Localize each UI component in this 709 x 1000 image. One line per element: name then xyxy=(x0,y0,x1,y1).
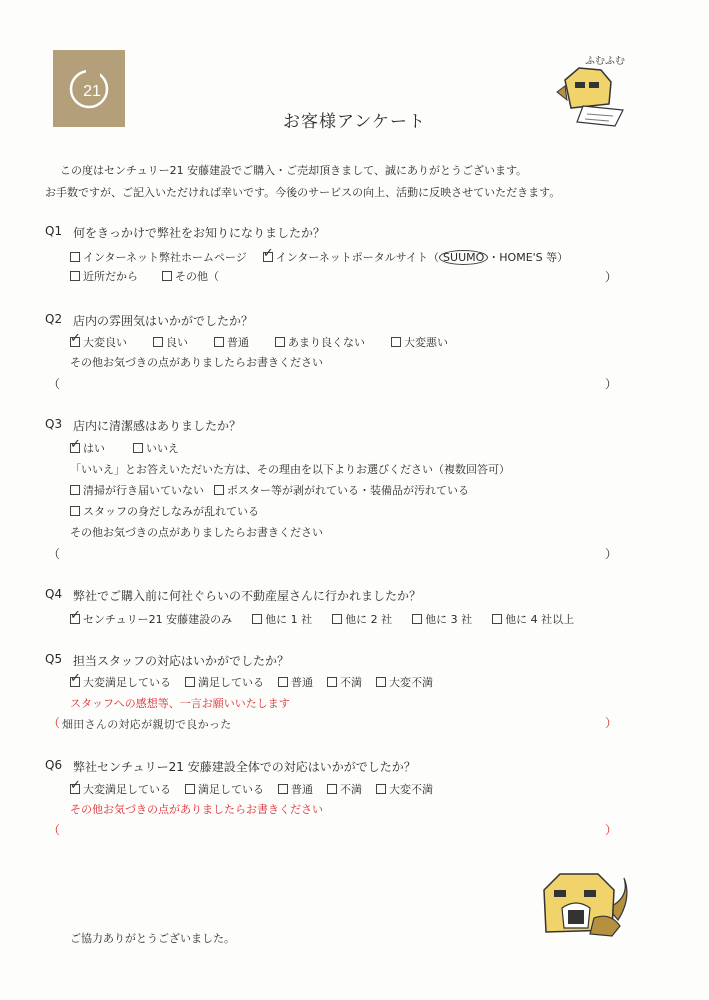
checkbox-checked-icon[interactable] xyxy=(70,337,80,347)
q6-paren-open: （ xyxy=(48,823,61,837)
survey-title: お客様アンケート xyxy=(283,112,426,132)
q5-option-unsatisfied[interactable]: 不満 xyxy=(327,674,362,690)
q6-label: Q6 xyxy=(45,758,63,772)
q5-label: Q5 xyxy=(45,652,63,666)
q6-options xyxy=(70,781,449,797)
q4-options xyxy=(70,611,574,627)
checkbox-checked-icon[interactable] xyxy=(70,677,80,687)
q3-reason-posters[interactable]: ポスター等が剥がれている・装備品が汚れている xyxy=(214,482,469,498)
logo-text: 21 xyxy=(83,82,101,100)
checkbox-icon[interactable] xyxy=(327,784,337,794)
q1-paren-close: ） xyxy=(605,270,618,284)
q6-paren-close: ） xyxy=(605,823,618,837)
checkbox-icon[interactable] xyxy=(185,784,195,794)
checkbox-icon[interactable] xyxy=(327,677,337,687)
closing-message: ご協力ありがとうございました。 xyxy=(70,932,235,945)
checkbox-icon[interactable] xyxy=(278,677,288,687)
suumo-circled: SUUMO xyxy=(439,250,488,265)
checkbox-icon[interactable] xyxy=(70,506,80,516)
q1-option-other[interactable]: その他（ xyxy=(162,268,219,284)
century21-logo-icon xyxy=(66,66,112,112)
checkbox-icon[interactable] xyxy=(376,677,386,687)
checkbox-checked-icon[interactable] xyxy=(70,784,80,794)
q3-question: 店内に清潔感はありましたか？ xyxy=(73,419,242,433)
checkbox-icon[interactable] xyxy=(185,677,195,687)
q5-option-normal[interactable]: 普通 xyxy=(278,674,313,690)
sticker-text: ふむふむ xyxy=(585,56,625,67)
q2-option-good[interactable]: 良い xyxy=(153,334,188,350)
q1-option-nearby[interactable]: 近所だから xyxy=(70,268,138,284)
q2-option-not-good[interactable]: あまり良くない xyxy=(275,334,365,350)
q3-paren-close: ） xyxy=(605,547,618,561)
q4-option-2[interactable]: 他に 2 社 xyxy=(332,611,392,627)
q5-options xyxy=(70,674,449,690)
q3-option-no[interactable]: いいえ xyxy=(133,440,179,456)
q6-note: その他お気づきの点がありましたらお書きください xyxy=(70,803,323,816)
q4-option-only-c21[interactable]: ✓センチュリー21 安藤建設のみ xyxy=(70,611,232,627)
q2-note: その他お気づきの点がありましたらお書きください xyxy=(70,356,323,369)
q3-sub-question: 「いいえ」とお答えいただいた方は、その理由を以下よりお選びください（複数回答可） xyxy=(70,463,510,476)
q2-option-normal[interactable]: 普通 xyxy=(214,334,249,350)
intro-line-2: お手数ですが、ご記入いただければ幸いです。今後のサービスの向上、活動に反映させていただきます。 xyxy=(45,186,561,199)
q2-paren-close: ） xyxy=(605,377,618,391)
q5-option-very-unsatisfied[interactable]: 大変不満 xyxy=(376,674,433,690)
checkbox-icon[interactable] xyxy=(214,337,224,347)
q6-option-very-satisfied[interactable]: ✓大変満足している xyxy=(70,781,171,797)
intro-line-1: この度はセンチュリー21 安藤建設でご購入・ご売却頂きまして、誠にありがとうございます。 xyxy=(60,164,528,177)
q5-question: 担当スタッフの対応はいかがでしたか？ xyxy=(73,654,290,668)
q5-note: スタッフへの感想等、一言お願いいたします xyxy=(70,697,290,710)
q6-option-very-unsatisfied[interactable]: 大変不満 xyxy=(376,781,433,797)
q2-question: 店内の雰囲気はいかがでしたか？ xyxy=(73,314,254,328)
q2-options xyxy=(70,334,464,350)
mascot-sitting xyxy=(538,868,633,944)
q3-label: Q3 xyxy=(45,417,63,431)
q4-label: Q4 xyxy=(45,587,63,601)
q1-question: 何をきっかけで弊社をお知りになりましたか？ xyxy=(73,226,326,240)
q6-option-normal[interactable]: 普通 xyxy=(278,781,313,797)
q3-paren-open: （ xyxy=(48,547,61,561)
q5-option-satisfied[interactable]: 満足している xyxy=(185,674,264,690)
q3-reasons-row-1 xyxy=(70,482,485,498)
q4-option-4-plus[interactable]: 他に 4 社以上 xyxy=(492,611,574,627)
checkbox-icon[interactable] xyxy=(391,337,401,347)
q2-label: Q2 xyxy=(45,312,63,326)
q5-option-very-satisfied[interactable]: ✓大変満足している xyxy=(70,674,171,690)
q1-option-homepage[interactable]: インターネット弊社ホームページ xyxy=(70,249,247,265)
q1-option-portal[interactable]: ✓ インターネットポータルサイト（ SUUMO ・HOME'S 等） xyxy=(263,249,568,265)
q3-options xyxy=(70,440,195,456)
checkbox-icon[interactable] xyxy=(153,337,163,347)
q2-paren-open: （ xyxy=(48,377,61,391)
checkbox-icon[interactable] xyxy=(70,252,80,262)
q3-reason-staff[interactable]: スタッフの身だしなみが乱れている xyxy=(70,503,259,519)
q2-option-very-bad[interactable]: 大変悪い xyxy=(391,334,448,350)
q6-question: 弊社センチュリー21 安藤建設全体での対応はいかがでしたか？ xyxy=(73,760,416,774)
q1-options-row-1 xyxy=(70,249,584,265)
checkbox-icon[interactable] xyxy=(252,614,262,624)
q4-question: 弊社でご購入前に何社ぐらいの不動産屋さんに行かれましたか？ xyxy=(73,589,422,603)
q6-option-satisfied[interactable]: 満足している xyxy=(185,781,264,797)
checkbox-checked-icon[interactable] xyxy=(263,252,273,262)
q3-note: その他お気づきの点がありましたらお書きください xyxy=(70,526,323,539)
q3-option-yes[interactable]: ✓はい xyxy=(70,440,105,456)
checkbox-icon[interactable] xyxy=(214,485,224,495)
checkbox-icon[interactable] xyxy=(278,784,288,794)
q5-handwritten-answer: 畑田さんの対応が親切で良かった xyxy=(62,718,232,731)
checkbox-icon[interactable] xyxy=(70,485,80,495)
checkbox-icon[interactable] xyxy=(412,614,422,624)
checkbox-icon[interactable] xyxy=(133,443,143,453)
q1-label: Q1 xyxy=(45,224,63,238)
q6-option-unsatisfied[interactable]: 不満 xyxy=(327,781,362,797)
q3-reason-cleaning[interactable]: 清掃が行き届いていない xyxy=(70,482,204,498)
q4-option-1[interactable]: 他に 1 社 xyxy=(252,611,312,627)
checkbox-icon[interactable] xyxy=(376,784,386,794)
checkbox-icon[interactable] xyxy=(275,337,285,347)
q5-paren-open: （ xyxy=(48,716,61,730)
checkbox-checked-icon[interactable] xyxy=(70,614,80,624)
q2-option-very-good[interactable]: ✓大変良い xyxy=(70,334,127,350)
checkbox-icon[interactable] xyxy=(332,614,342,624)
q5-paren-close: ） xyxy=(605,716,618,730)
checkbox-icon[interactable] xyxy=(70,271,80,281)
checkbox-icon[interactable] xyxy=(492,614,502,624)
checkbox-checked-icon[interactable] xyxy=(70,443,80,453)
q1-options-row-2 xyxy=(70,268,235,284)
q4-option-3[interactable]: 他に 3 社 xyxy=(412,611,472,627)
checkbox-icon[interactable] xyxy=(162,271,172,281)
